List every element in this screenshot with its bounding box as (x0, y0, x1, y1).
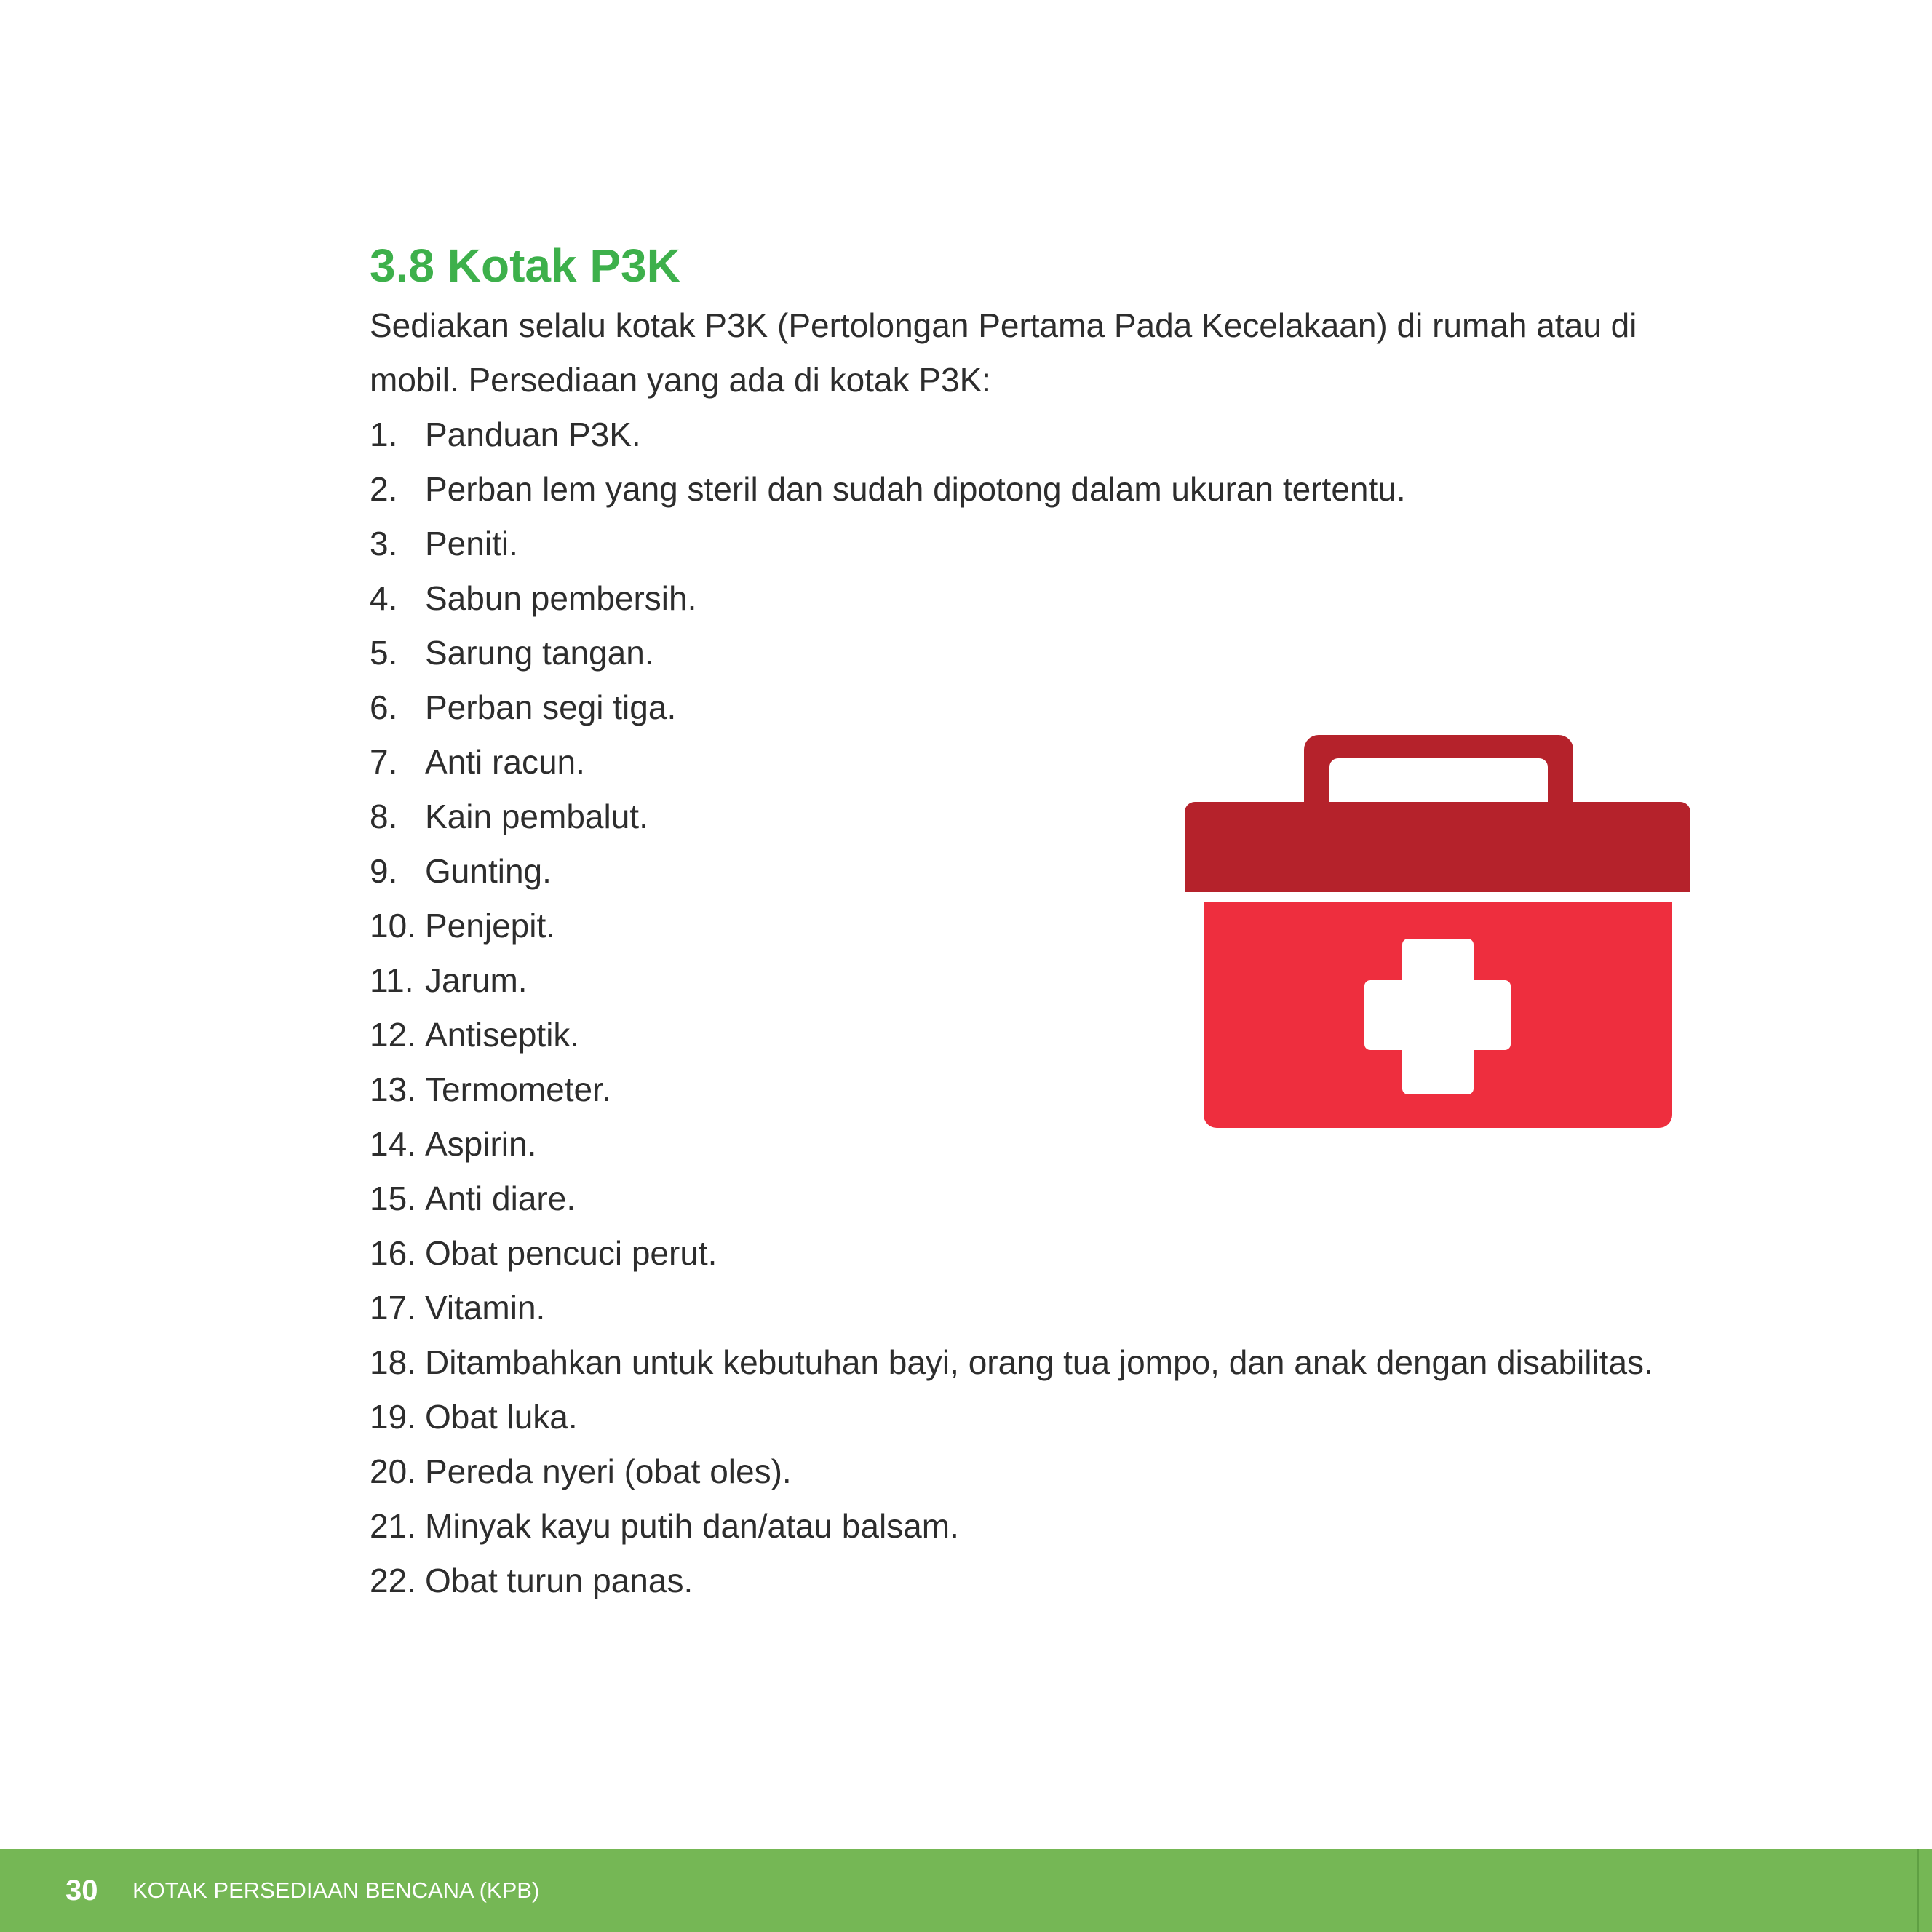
list-item (370, 408, 1690, 462)
list-item-number: 19. (370, 1398, 416, 1436)
list-item-number: 9. (370, 852, 398, 890)
list-item (370, 462, 1690, 517)
list-item (370, 680, 1690, 735)
list-item (370, 1281, 1690, 1335)
list-item-text: Aspirin. (425, 1125, 537, 1163)
section-intro: Sediakan selalu kotak P3K (Pertolongan Pertama Pada Kecelakaan) di rumah atau di mobil. Persediaan yang ada di kotak P3K: (370, 306, 1637, 399)
list-item-number: 2. (370, 470, 398, 508)
list-item-number: 18. (370, 1343, 416, 1381)
list-item-number: 14. (370, 1125, 416, 1163)
section-title: 3.8 Kotak P3K (370, 239, 680, 292)
list-item-text: Perban lem yang steril dan sudah dipotong dalam ukuran tertentu. (425, 470, 1406, 508)
list-item-number: 6. (370, 688, 398, 726)
list-item-text: Penjepit. (425, 907, 556, 945)
list-item (370, 1335, 1690, 1390)
footer-divider (1917, 1849, 1919, 1932)
list-item-text: Sabun pembersih. (425, 579, 697, 617)
list-item-text: Ditambahkan untuk kebutuhan bayi, orang tua jompo, dan anak dengan disabilitas. (425, 1343, 1653, 1381)
list-item-text: Anti diare. (425, 1180, 576, 1217)
list-item-number: 10. (370, 907, 416, 945)
list-item (370, 517, 1690, 571)
list-item-text: Minyak kayu putih dan/atau balsam. (425, 1507, 959, 1545)
list-item-number: 17. (370, 1289, 416, 1327)
list-item (370, 1444, 1690, 1499)
list-item-text: Obat pencuci perut. (425, 1234, 717, 1272)
list-item-number: 3. (370, 525, 398, 562)
page-footer (0, 1849, 1932, 1932)
list-item-text: Kain pembalut. (425, 798, 648, 835)
list-item-text: Antiseptik. (425, 1016, 580, 1054)
list-item (370, 1172, 1690, 1226)
list-item (370, 1499, 1690, 1554)
list-item-text: Obat turun panas. (425, 1562, 693, 1599)
list-item-number: 8. (370, 798, 398, 835)
first-aid-kit-icon (1185, 735, 1690, 1128)
list-item-text: Jarum. (425, 961, 528, 999)
list-item-text: Pereda nyeri (obat oles). (425, 1452, 792, 1490)
list-item-number: 11. (370, 961, 414, 999)
list-item (370, 1226, 1690, 1281)
list-item-number: 16. (370, 1234, 416, 1272)
list-item-text: Peniti. (425, 525, 518, 562)
footer-doc-title: KOTAK PERSEDIAAN BENCANA (KPB) (132, 1877, 540, 1903)
list-item-number: 1. (370, 416, 398, 453)
list-item (370, 626, 1690, 680)
list-item-text: Obat luka. (425, 1398, 578, 1436)
list-item-number: 22. (370, 1562, 416, 1599)
list-item-number: 15. (370, 1180, 416, 1217)
list-item-number: 21. (370, 1507, 416, 1545)
list-item-number: 5. (370, 634, 398, 672)
list-item-number: 13. (370, 1070, 416, 1108)
list-item-text: Perban segi tiga. (425, 688, 677, 726)
list-item-text: Termometer. (425, 1070, 611, 1108)
list-item (370, 1390, 1690, 1444)
list-item-text: Sarung tangan. (425, 634, 654, 672)
list-item-number: 7. (370, 743, 398, 781)
list-item-text: Gunting. (425, 852, 552, 890)
list-item-number: 12. (370, 1016, 416, 1054)
list-item-number: 4. (370, 579, 398, 617)
list-item-number: 20. (370, 1452, 416, 1490)
list-item-text: Vitamin. (425, 1289, 546, 1327)
list-item-text: Anti racun. (425, 743, 585, 781)
kit-handle (1304, 735, 1573, 802)
list-item-text: Panduan P3K. (425, 416, 641, 453)
list-item (370, 1554, 1690, 1608)
list-item (370, 571, 1690, 626)
page-number: 30 (65, 1875, 98, 1907)
